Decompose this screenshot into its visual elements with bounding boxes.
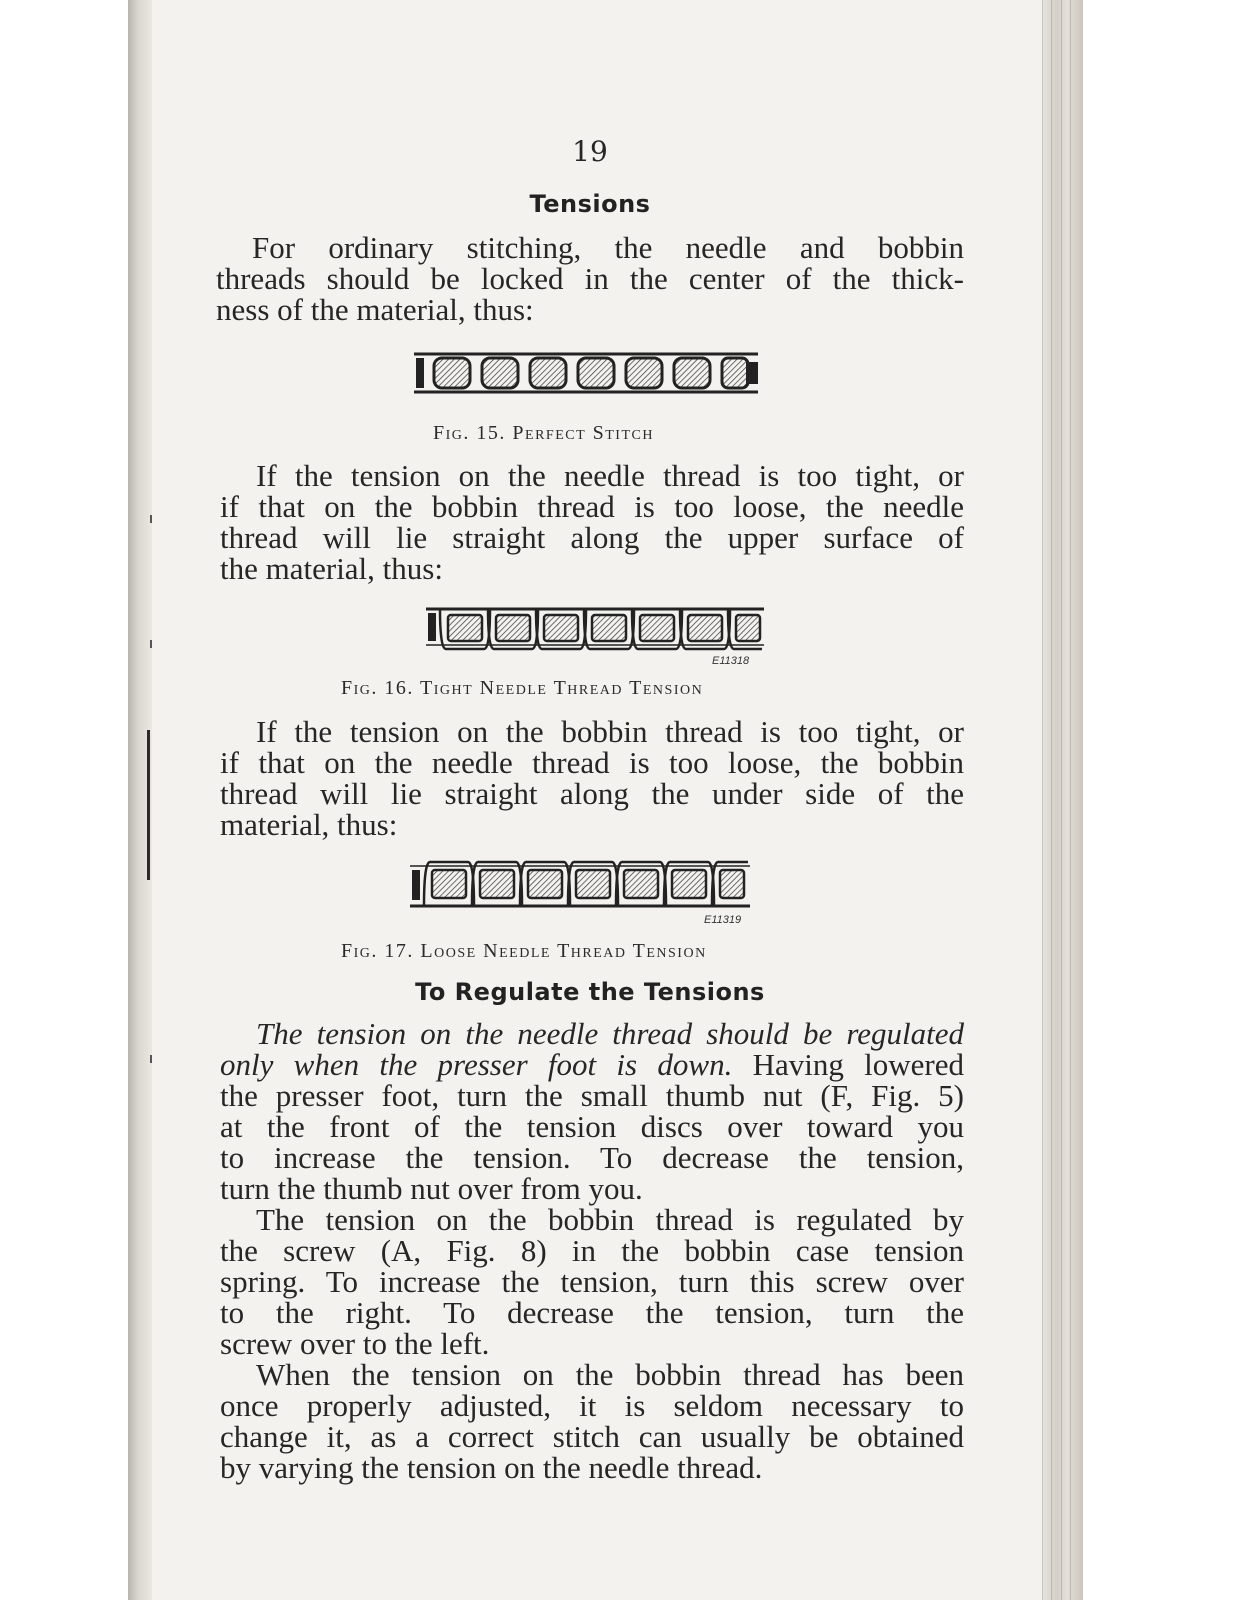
figure-17-code: E11319 xyxy=(704,914,742,926)
text-line: spring. To increase the tension, turn this screw over xyxy=(220,1264,964,1299)
text-line: For ordinary stitching, the needle and bobbin xyxy=(252,230,964,265)
page-stack-edge xyxy=(1042,0,1083,1600)
text-line: at the front of the tension discs over toward you xyxy=(220,1109,964,1144)
section-heading-regulate-tensions: To Regulate the Tensions xyxy=(415,978,765,1006)
text-line: to increase the tension. To decrease the tension, xyxy=(220,1140,964,1175)
perfect-stitch-diagram xyxy=(412,350,762,398)
text-line: thread will lie straight along the under side of the xyxy=(220,776,964,811)
paragraph-ordinary-stitching xyxy=(216,232,964,325)
figure-16-caption: Fig. 16. Tight Needle Thread Tension xyxy=(341,677,704,699)
text-line: The tension on the bobbin thread is regulated by xyxy=(256,1202,964,1237)
paragraph-adjustment-note xyxy=(220,1359,964,1483)
text-line: When the tension on the bobbin thread has been xyxy=(256,1357,964,1392)
text-line: if that on the bobbin thread is too loose, the needle xyxy=(220,489,964,524)
paragraph-regulate-needle xyxy=(220,1018,964,1204)
gutter-mark xyxy=(147,730,150,880)
text-line: material, thus: xyxy=(220,807,398,842)
text-run: Having lowered xyxy=(732,1047,964,1082)
text-line: ness of the material, thus: xyxy=(216,292,534,327)
text-line: change it, as a correct stitch can usually be obtained xyxy=(220,1419,964,1454)
figure-perfect-stitch xyxy=(412,350,762,398)
text-line: by varying the tension on the needle thread. xyxy=(220,1450,763,1485)
tight-needle-stitch-diagram xyxy=(424,605,768,655)
text-line: to the right. To decrease the tension, turn the xyxy=(220,1295,964,1330)
figure-loose-needle-tension xyxy=(408,860,754,912)
stitch-hole-mark xyxy=(150,515,152,523)
stitch-hole-mark xyxy=(150,640,152,648)
text-line: once properly adjusted, it is seldom necessary to xyxy=(220,1388,964,1423)
loose-needle-stitch-diagram xyxy=(408,860,754,912)
text-line xyxy=(220,1049,964,1080)
figure-15-caption: Fig. 15. Perfect Stitch xyxy=(433,422,654,444)
figure-tight-needle-tension xyxy=(424,605,768,655)
text-line: the screw (A, Fig. 8) in the bobbin case tension xyxy=(220,1233,964,1268)
italic-text: The tension on the needle thread should be regulated xyxy=(256,1016,964,1051)
text-line: thread will lie straight along the upper surface of xyxy=(220,520,964,555)
figure-16-code: E11318 xyxy=(712,655,750,667)
stitch-hole-mark xyxy=(150,1055,152,1063)
text-line: If the tension on the needle thread is too tight, or xyxy=(256,458,964,493)
text-line: the presser foot, turn the small thumb nut (F, Fig. 5) xyxy=(220,1078,964,1113)
text-line: if that on the needle thread is too loose, the bobbin xyxy=(220,745,964,780)
section-heading-tensions: Tensions xyxy=(529,190,651,218)
text-line: If the tension on the bobbin thread is too tight, or xyxy=(256,714,964,749)
paragraph-tight-bobbin xyxy=(220,716,964,840)
text-line: the material, thus: xyxy=(220,551,443,586)
page-number: 19 xyxy=(572,135,608,168)
figure-17-caption: Fig. 17. Loose Needle Thread Tension xyxy=(341,940,707,962)
paragraph-regulate-bobbin xyxy=(220,1204,964,1359)
paragraph-tight-needle xyxy=(220,460,964,584)
italic-text: only when the presser foot is down. xyxy=(220,1047,733,1082)
text-line xyxy=(220,1018,964,1049)
text-line: screw over to the left. xyxy=(220,1326,490,1361)
text-line: threads should be locked in the center of the thick- xyxy=(216,261,964,296)
text-line: turn the thumb nut over from you. xyxy=(220,1171,643,1206)
